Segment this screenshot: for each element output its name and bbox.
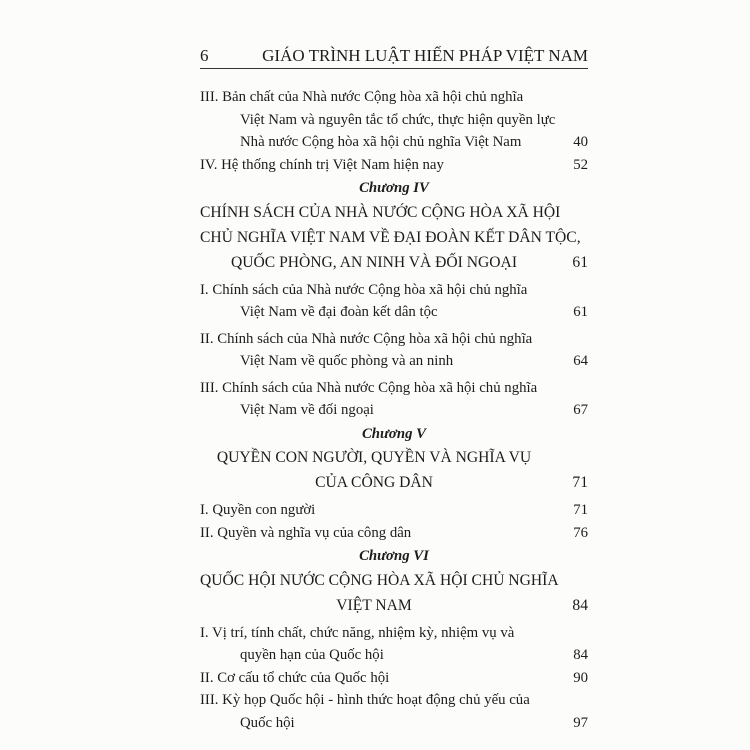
toc-page-number: 61	[573, 304, 588, 320]
toc-entry	[200, 377, 588, 422]
toc-entry-line: II. Cơ cấu tổ chức của Quốc hội	[200, 669, 390, 686]
toc-page-number: 90	[573, 669, 588, 686]
toc-entry-line: III. Kỳ họp Quốc hội - hình thức hoạt động chủ yếu của	[200, 692, 530, 708]
chapter-title-line: VIỆT NAM	[336, 596, 412, 614]
chapter-title-line: QUYỀN CON NGƯỜI, QUYỀN VÀ NGHĨA VỤ	[216, 449, 532, 466]
toc-page-number: 76	[573, 524, 588, 541]
toc-page-number: 52	[573, 156, 588, 173]
toc-entry-line: IV. Hệ thống chính trị Việt Nam hiện nay	[200, 156, 444, 173]
page-number: 6	[200, 46, 209, 65]
header-rule	[200, 68, 588, 69]
chapter-label: Chương IV	[359, 180, 429, 196]
toc-page-number: 71	[572, 474, 588, 491]
toc-page-number: 97	[573, 714, 588, 731]
toc-entry	[200, 667, 588, 690]
toc-entry	[200, 499, 588, 522]
toc-page-number: 84	[572, 596, 588, 614]
book-title: GIÁO TRÌNH LUẬT HIẾN PHÁP VIỆT NAM	[262, 46, 588, 65]
chapter-label: Chương V	[361, 425, 427, 442]
toc-entry-line: Việt Nam về đại đoàn kết dân tộc	[240, 304, 438, 320]
toc-entry	[200, 522, 588, 545]
running-head	[200, 46, 588, 66]
toc-entry-line: III. Chính sách của Nhà nước Cộng hòa xã hội chủ nghĩa	[200, 379, 538, 396]
chapter-title-line: CHÍNH SÁCH CỦA NHÀ NƯỚC CỘNG HÒA XÃ HỘI	[200, 203, 561, 221]
toc-entry	[200, 328, 588, 373]
toc-entry-line: Việt Nam về đối ngoại	[240, 402, 374, 418]
toc-entry-line: Nhà nước Cộng hòa xã hội chủ nghĩa Việt Nam	[240, 134, 522, 150]
chapter-title-line: QUỐC PHÒNG, AN NINH VÀ ĐỐI NGOẠI	[230, 253, 518, 271]
chapter-title	[200, 568, 588, 618]
toc-page-number: 71	[573, 502, 588, 518]
toc-entry	[200, 622, 588, 667]
chapter-title-line: CỦA CÔNG DÂN	[315, 474, 433, 491]
toc-entry-line: II. Quyền và nghĩa vụ của công dân	[200, 524, 412, 541]
chapter-title	[200, 445, 588, 495]
toc-entry-line: I. Chính sách của Nhà nước Cộng hòa xã hội chủ nghĩa	[200, 281, 528, 298]
chapter-title-line: CHỦ NGHĨA VIỆT NAM VỀ ĐẠI ĐOÀN KẾT DÂN TỘC,	[200, 228, 581, 246]
toc-entry-line: II. Chính sách của Nhà nước Cộng hòa xã hội chủ nghĩa	[200, 330, 533, 347]
toc-entry-line: III. Bản chất của Nhà nước Cộng hòa xã hội chủ nghĩa	[200, 89, 524, 105]
toc-entry	[200, 154, 588, 177]
chapter-label: Chương VI	[359, 548, 429, 564]
table-of-contents	[200, 86, 588, 734]
toc-entry	[200, 86, 588, 154]
toc-entry-line: I. Vị trí, tính chất, chức năng, nhiệm kỳ, nhiệm vụ và	[200, 624, 515, 641]
toc-entry-line: quyền hạn của Quốc hội	[240, 647, 384, 663]
chapter-title	[200, 200, 588, 275]
toc-entry-line: Việt Nam và nguyên tắc tổ chức, thực hiện quyền lực	[240, 111, 556, 128]
toc-page-number: 40	[573, 134, 588, 150]
chapter-title-line: QUỐC HỘI NƯỚC CỘNG HÒA XÃ HỘI CHỦ NGHĨA	[200, 571, 559, 589]
toc-entry-line: I. Quyền con người	[200, 502, 316, 518]
toc-page-number: 67	[573, 402, 588, 418]
toc-page-number: 61	[572, 253, 588, 271]
toc-entry-line: Quốc hội	[240, 714, 295, 731]
toc-page-number: 84	[573, 647, 588, 663]
toc-entry	[200, 279, 588, 324]
toc-entry	[200, 689, 588, 734]
toc-page-number: 64	[573, 353, 588, 369]
toc-entry-line: Việt Nam về quốc phòng và an ninh	[240, 353, 454, 369]
